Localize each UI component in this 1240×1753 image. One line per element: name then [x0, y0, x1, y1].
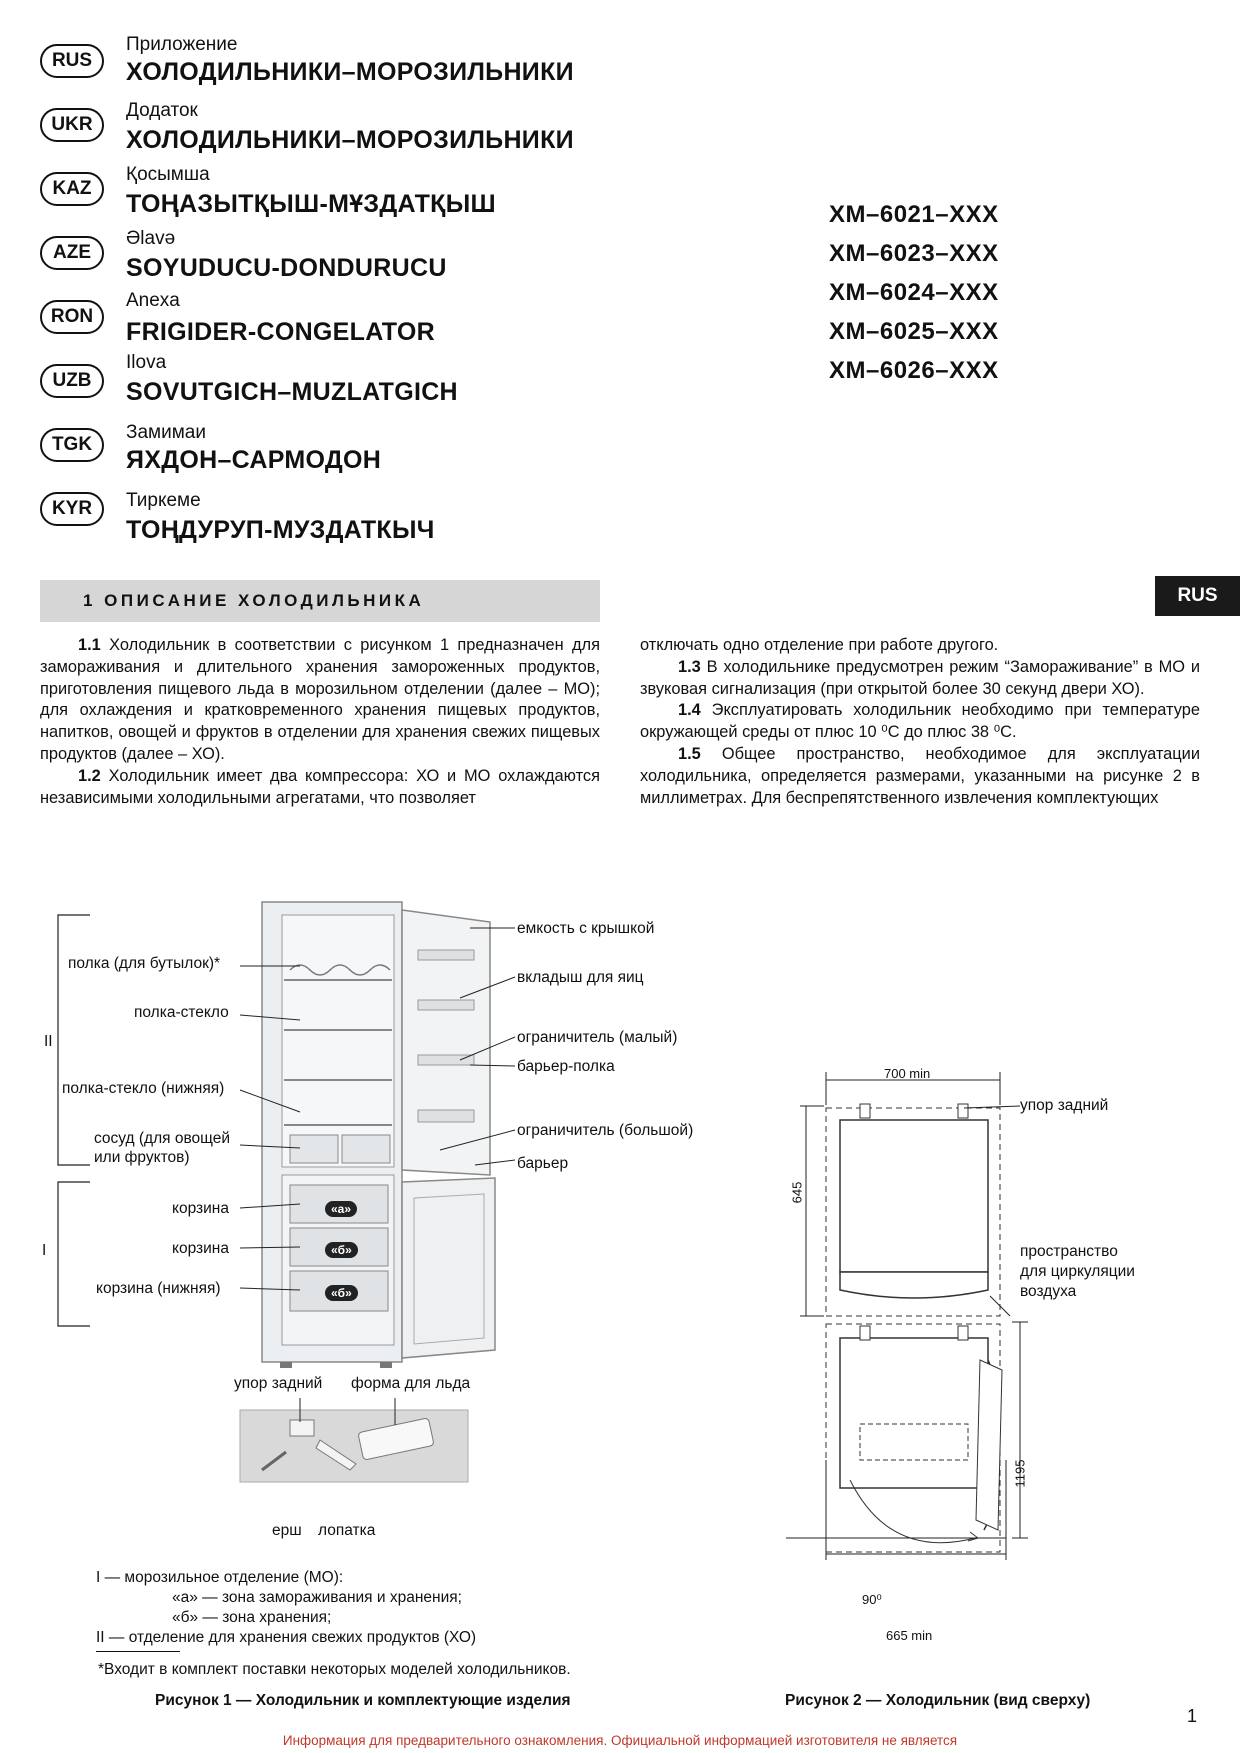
footnote-rule — [96, 1651, 180, 1652]
label-container-with-lid: емкость с крышкой — [517, 920, 655, 937]
dim-depth: 645 — [789, 1181, 805, 1204]
label-basket-1: корзина — [172, 1200, 229, 1217]
label-air-space-2: для циркуляции — [1020, 1263, 1135, 1280]
label-basket-2: корзина — [172, 1240, 229, 1257]
paragraph-1-1: 1.1 Холодильник в соответствии с рисунком 1 предназначен для замораживания и длительного хранения замороженных продуктов, приготовления пищевого льда в морозильном отделении (далее – МО); для охлаждения и кратковременного хранения пищевых продуктов, напитков, овощей и фруктов в отделении для хранения свежих пищевых продуктов (далее – ХО). — [40, 636, 600, 763]
lang-title-uzb: SOVUTGICH–MUZLATGICH — [126, 378, 458, 406]
label-brush: ерш — [272, 1522, 302, 1539]
dim-open-depth: 1195 — [1012, 1459, 1028, 1488]
figure-1-caption: Рисунок 1 — Холодильник и комплектующие изделия — [155, 1692, 571, 1709]
label-air-space-3: воздуха — [1020, 1283, 1077, 1300]
legend-line-4: II — отделение для хранения свежих продуктов (ХО) — [96, 1629, 477, 1646]
lang-title-ukr: ХОЛОДИЛЬНИКИ–МОРОЗИЛЬНИКИ — [126, 126, 574, 154]
lang-badge-tgk: TGK — [40, 428, 104, 462]
roman-label-ii: II — [44, 1033, 53, 1050]
lang-subtitle-rus: Приложение — [126, 34, 238, 55]
label-limiter-large: ограничитель (большой) — [517, 1122, 694, 1139]
lang-subtitle-ukr: Додаток — [126, 100, 198, 121]
legend-line-1: I — морозильное отделение (МО): — [96, 1569, 344, 1586]
footnote: *Входит в комплект поставки некоторых моделей холодильников. — [98, 1661, 571, 1678]
dim-width-bottom: 665 min — [886, 1628, 933, 1643]
label-glass-shelf: полка-стекло — [134, 1004, 229, 1021]
text-column-left — [40, 635, 600, 809]
model-6023: ХМ–6023–ХХХ — [829, 240, 999, 267]
lang-badge-ukr: UKR — [40, 108, 104, 142]
lang-title-kaz: ТОҢАЗЫТҚЫШ-МҰЗДАТҚЫШ — [126, 190, 496, 218]
lang-subtitle-ron: Anexa — [126, 290, 180, 311]
language-tab-rus: RUS — [1155, 576, 1240, 616]
roman-label-i: I — [42, 1242, 47, 1259]
section-title: 1 ОПИСАНИЕ ХОЛОДИЛЬНИКА — [83, 591, 425, 610]
paragraph-1-4: 1.4 Эксплуатировать холодильник необходимо при температуре окружающей среды от плюс 10 ⁰С до плюс 38 ⁰С. — [640, 701, 1200, 742]
lang-badge-kyr: KYR — [40, 492, 104, 526]
page-number: 1 — [1187, 1706, 1198, 1726]
dim-door-angle: 90⁰ — [862, 1592, 882, 1607]
model-6025: ХМ–6025–ХХХ — [829, 318, 999, 345]
paragraph-1-3: 1.3 В холодильнике предусмотрен режим “Замораживание” в МО и звуковая сигнализация (при открытой более 30 секунд двери ХО). — [640, 657, 1200, 698]
lang-badge-uzb: UZB — [40, 364, 104, 398]
lang-subtitle-tgk: Замимаи — [126, 422, 206, 443]
lang-badge-rus: RUS — [40, 44, 104, 78]
dim-width-top: 700 min — [884, 1066, 931, 1081]
model-6021: ХМ–6021–ХХХ — [829, 201, 999, 228]
lang-badge-kaz: KAZ — [40, 172, 104, 206]
label-vegetable-container: сосуд (для овощей — [94, 1130, 230, 1147]
label-basket-bottom: корзина (нижняя) — [96, 1280, 221, 1297]
legend-line-2: «а» — зона замораживания и хранения; — [172, 1589, 462, 1606]
model-6024: ХМ–6024–ХХХ — [829, 279, 999, 306]
legend-line-3: «б» — зона хранения; — [172, 1609, 332, 1626]
paragraph-1-2-continued: отключать одно отделение при работе другого. — [640, 636, 999, 654]
lang-badge-aze: AZE — [40, 236, 104, 270]
label-spatula: лопатка — [318, 1522, 376, 1539]
basket-badge-b1: «б» — [325, 1242, 358, 1258]
label-ice-tray: форма для льда — [351, 1375, 471, 1392]
label-rear-stop: упор задний — [234, 1375, 323, 1392]
lang-subtitle-aze: Əlavə — [126, 228, 176, 249]
lang-badge-ron: RON — [40, 300, 104, 334]
lang-title-rus: ХОЛОДИЛЬНИКИ–МОРОЗИЛЬНИКИ — [126, 58, 574, 86]
lang-title-kyr: ТОҢДУРУП-МУЗДАТКЫЧ — [126, 516, 435, 544]
lang-subtitle-kaz: Қосымша — [126, 164, 210, 185]
lang-subtitle-kyr: Тиркеме — [126, 490, 201, 511]
text-column-right — [640, 635, 1200, 809]
lang-title-aze: SOYUDUCU-DONDURUCU — [126, 254, 447, 282]
basket-badge-b2: «б» — [325, 1285, 358, 1301]
basket-badge-a: «а» — [325, 1201, 357, 1217]
fridge-top-view-diagram — [780, 1060, 1120, 1660]
label-limiter-small: ограничитель (малый) — [517, 1029, 678, 1046]
figure-2-caption: Рисунок 2 — Холодильник (вид сверху) — [785, 1692, 1091, 1709]
label-bottle-shelf: полка (для бутылок)* — [68, 955, 221, 972]
label-egg-tray: вкладыш для яиц — [517, 969, 644, 986]
model-6026: ХМ–6026–ХХХ — [829, 357, 999, 384]
lang-title-tgk: ЯХДОН–САРМОДОН — [126, 446, 382, 474]
lang-title-ron: FRIGIDER-CONGELATOR — [126, 318, 435, 346]
paragraph-1-5: 1.5 Общее пространство, необходимое для эксплуатации холодильника, определяется размерами, указанными на рисунке 2 в миллиметрах. Для беспрепятственного извлечения комплектующих — [640, 744, 1200, 807]
paragraph-1-2: 1.2 Холодильник имеет два компрессора: ХО и МО охлаждаются независимыми холодильными агрегатами, что позволяет — [40, 766, 600, 807]
label-air-space-1: пространство — [1020, 1243, 1118, 1260]
disclaimer-footer: Информация для предварительного ознакомления. Официальной информацией изготовителя не является — [282, 1733, 958, 1748]
lang-subtitle-uzb: Ilova — [126, 352, 167, 373]
label-rear-stop-fig2: упор задний — [1020, 1097, 1109, 1114]
label-glass-shelf-bottom: полка-стекло (нижняя) — [62, 1080, 225, 1097]
label-vegetable-container-2: или фруктов) — [94, 1149, 190, 1166]
label-barrier: барьер — [517, 1155, 569, 1172]
label-barrier-shelf: барьер-полка — [517, 1058, 615, 1075]
